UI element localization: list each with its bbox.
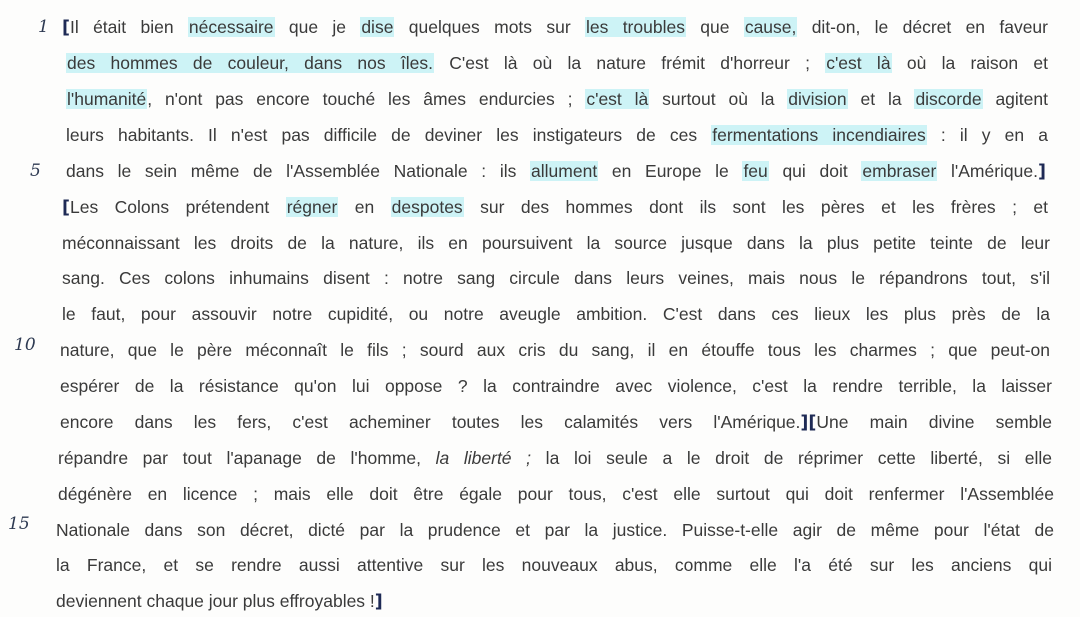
text-segment: nature, que le père méconnaît le fils ; sourd aux cris du sang, il en étouffe tous les charmes ; que peut-on bbox=[60, 340, 1050, 360]
bracket-mark: ] bbox=[1037, 162, 1046, 182]
bracket-mark: [ bbox=[62, 198, 70, 218]
text-segment: le faut, pour assouvir notre cupidité, ou notre aveugle ambition. C'est dans ces lieux les plus près de la bbox=[62, 304, 1050, 324]
text-segment: C'est là où la nature frémit d'horreur ; bbox=[433, 53, 826, 73]
margin-number-5: 5 bbox=[30, 161, 41, 181]
highlighted-phrase: des hommes de couleur, dans nos îles. bbox=[67, 53, 433, 73]
text-segment: deviennent chaque jour plus effroyables ! bbox=[56, 591, 375, 611]
text-line bbox=[62, 196, 1048, 219]
text-line bbox=[56, 590, 456, 613]
text-segment: dit-on, le décret en faveur bbox=[797, 17, 1048, 37]
highlighted-phrase: despotes bbox=[391, 197, 463, 217]
highlighted-phrase: feu bbox=[743, 161, 768, 181]
highlighted-phrase: régner bbox=[286, 197, 338, 217]
text-segment: Il était bien bbox=[70, 17, 188, 37]
text-segment: que bbox=[685, 17, 744, 37]
text-segment: quelques mots sur bbox=[394, 17, 585, 37]
text-line bbox=[62, 16, 1048, 39]
text-line bbox=[60, 411, 1052, 434]
text-line bbox=[66, 124, 1048, 146]
text-segment: : il y en a bbox=[926, 125, 1048, 145]
text-line bbox=[60, 339, 1050, 361]
text-segment: où la raison et bbox=[891, 53, 1049, 73]
text-segment: Les Colons prétendent bbox=[70, 197, 286, 217]
highlighted-phrase: dise bbox=[361, 17, 394, 37]
text-segment: dégénère en licence ; mais elle doit être égale pour tous, c'est elle surtout qui doit renfermer l'Assemblée bbox=[58, 484, 1054, 504]
text-line bbox=[66, 160, 1046, 183]
highlighted-phrase: nécessaire bbox=[188, 17, 274, 37]
highlighted-phrase: discorde bbox=[915, 89, 982, 109]
text-segment: la loi seule a le droit de réprimer cette liberté, si elle bbox=[531, 448, 1052, 468]
margin-number-10: 10 bbox=[14, 335, 36, 355]
text-segment: , n'ont pas encore touché les âmes endurcies ; bbox=[147, 89, 586, 109]
highlighted-phrase: cause, bbox=[744, 17, 797, 37]
text-segment: surtout où la bbox=[649, 89, 788, 109]
bracket-mark: [ bbox=[808, 413, 817, 433]
text-segment: que je bbox=[274, 17, 361, 37]
margin-number-1: 1 bbox=[38, 17, 49, 37]
text-segment: en bbox=[338, 197, 391, 217]
highlighted-phrase: division bbox=[788, 89, 847, 109]
text-segment: la France, et se rendre aussi attentive sur les nouveaux abus, comme elle l'a été sur les anciens qui bbox=[56, 555, 1052, 575]
text-segment: l'Amérique. bbox=[937, 161, 1038, 181]
highlighted-phrase: les troubles bbox=[586, 17, 685, 37]
text-segment: répandre par tout l'apanage de l'homme, bbox=[58, 448, 436, 468]
text-segment: sur des hommes dont ils sont les pères et les frères ; et bbox=[463, 197, 1048, 217]
highlighted-phrase: c'est là bbox=[586, 89, 649, 109]
text-segment: agitent bbox=[982, 89, 1048, 109]
text-segment: espérer de la résistance qu'on lui oppose ? la contraindre avec violence, c'est la rendre terrible, la laisser bbox=[60, 376, 1052, 396]
bracket-mark: ] bbox=[800, 413, 809, 433]
text-line bbox=[66, 88, 1048, 110]
text-segment: encore dans les fers, c'est acheminer toutes les calamités vers l'Amérique. bbox=[60, 412, 801, 432]
text-segment: Nationale dans son décret, dicté par la prudence et par la justice. Puisse-t-elle agir de même pour l'état de bbox=[56, 520, 1054, 540]
text-segment: qui doit bbox=[768, 161, 862, 181]
text-line bbox=[58, 483, 1054, 505]
text-segment: sang. Ces colons inhumains disent : notre sang circule dans leurs veines, mais nous le répandrons tout, s'il bbox=[62, 268, 1050, 288]
text-segment: Une main divine semble bbox=[816, 412, 1052, 432]
text-segment: leurs habitants. Il n'est pas difficile de deviner les instigateurs de ces bbox=[66, 125, 712, 145]
text-line bbox=[58, 447, 1052, 469]
italic-phrase: la liberté ; bbox=[435, 448, 532, 468]
text-segment: méconnaissant les droits de la nature, ils en poursuivent la source jusque dans la plus petite teinte de leur bbox=[62, 233, 1050, 253]
text-segment: et la bbox=[847, 89, 915, 109]
bracket-mark: ] bbox=[374, 592, 383, 612]
text-line bbox=[56, 519, 1054, 541]
text-line bbox=[56, 554, 1052, 576]
text-line bbox=[62, 232, 1050, 254]
text-line bbox=[62, 267, 1050, 289]
text-line bbox=[66, 52, 1048, 74]
highlighted-phrase: allument bbox=[531, 161, 598, 181]
bracket-mark: [ bbox=[62, 18, 70, 38]
text-segment: en Europe le bbox=[598, 161, 743, 181]
highlighted-phrase: fermentations incendiaires bbox=[712, 125, 926, 145]
highlighted-phrase: embraser bbox=[862, 161, 937, 181]
margin-number-15: 15 bbox=[8, 514, 30, 534]
text-segment: dans le sein même de l'Assemblée Nationale : ils bbox=[66, 161, 531, 181]
text-line bbox=[60, 375, 1052, 397]
text-line bbox=[62, 303, 1050, 325]
highlighted-phrase: l'humanité bbox=[67, 89, 147, 109]
highlighted-phrase: c'est là bbox=[826, 53, 891, 73]
